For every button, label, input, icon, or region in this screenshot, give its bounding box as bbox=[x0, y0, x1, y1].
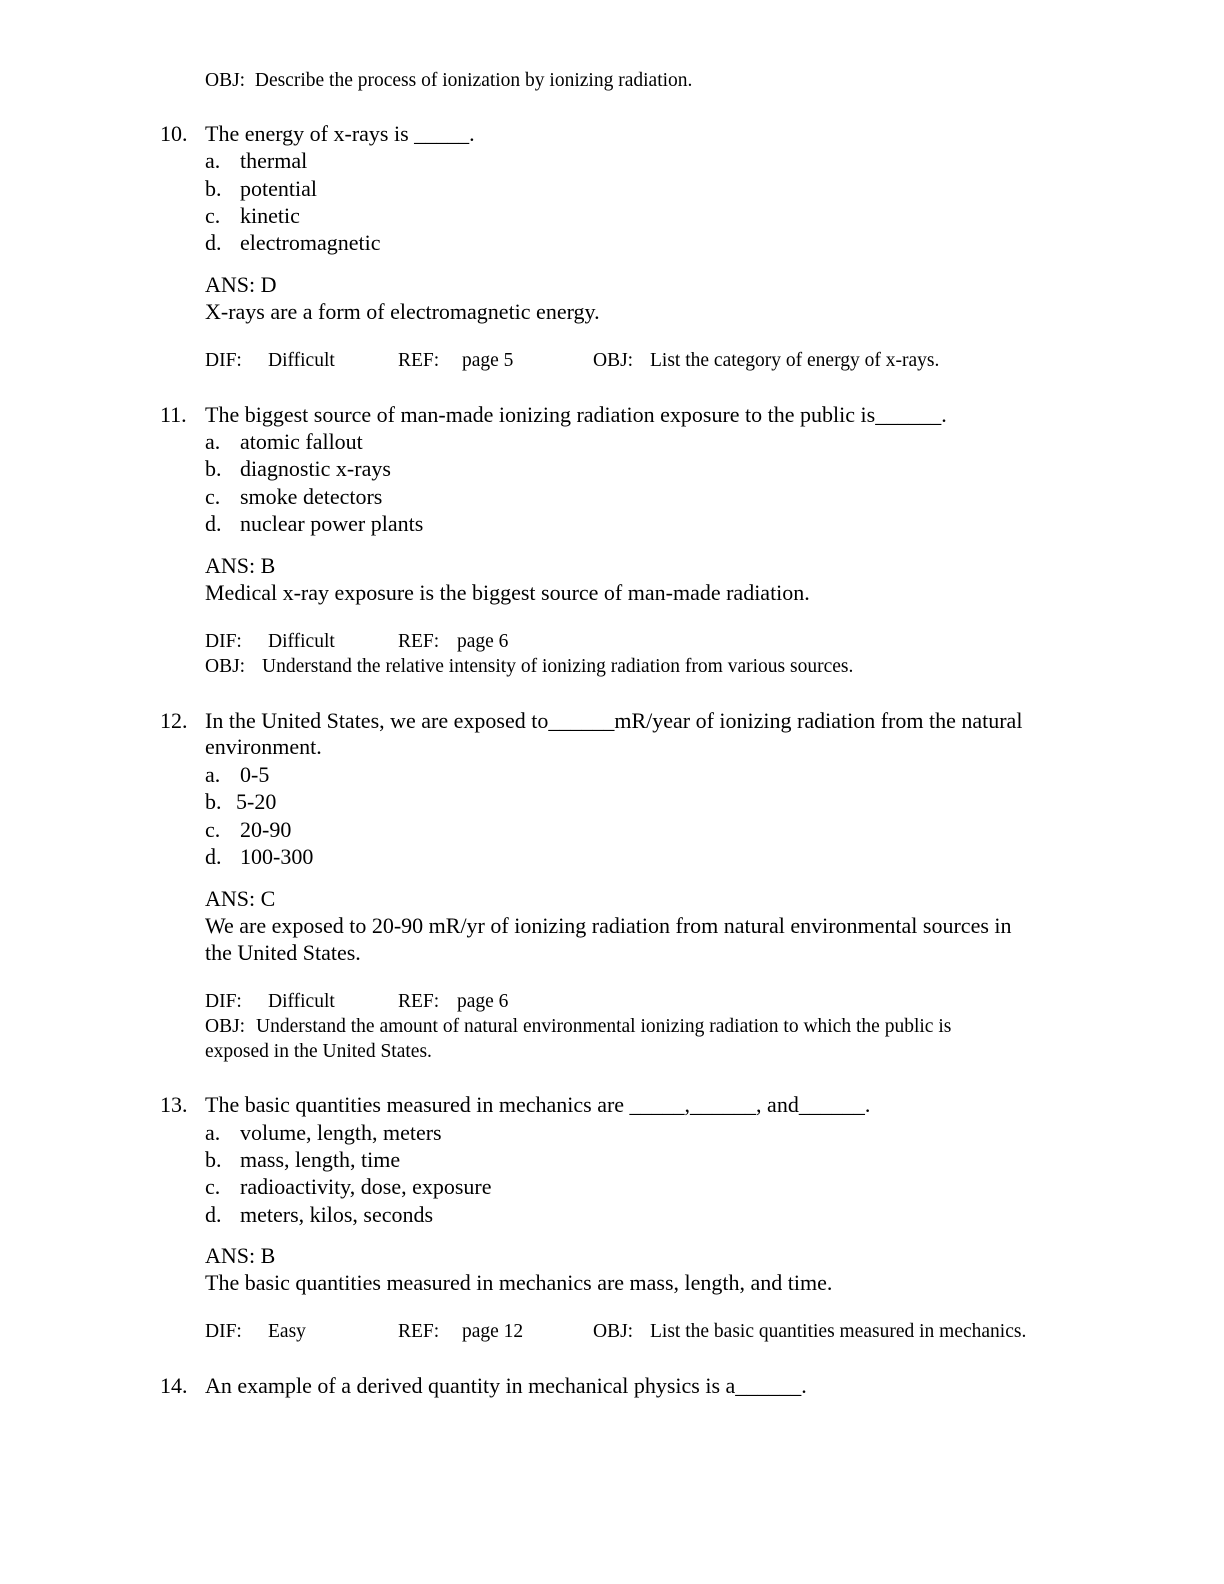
intro-objective bbox=[205, 70, 692, 92]
option-letter: a. bbox=[205, 148, 221, 173]
question-text: An example of a derived quantity in mechanical physics is a______. bbox=[205, 1373, 807, 1398]
dif-label: DIF: bbox=[205, 350, 242, 371]
option-letter: b. bbox=[205, 1147, 222, 1172]
obj-label: OBJ: bbox=[205, 70, 246, 91]
explanation: Medical x-ray exposure is the biggest source of man-made radiation. bbox=[205, 580, 810, 605]
dif-value: Difficult bbox=[268, 631, 335, 652]
option-letter: c. bbox=[205, 203, 221, 228]
option-text: kinetic bbox=[240, 203, 300, 228]
obj-label: OBJ: bbox=[593, 1321, 634, 1342]
obj-label: OBJ: bbox=[205, 1016, 246, 1037]
dif-label: DIF: bbox=[205, 1321, 242, 1342]
obj-text-line2: exposed in the United States. bbox=[205, 1041, 432, 1062]
option-text: atomic fallout bbox=[240, 429, 363, 454]
question-number: 10. bbox=[160, 121, 188, 146]
ref-label: REF: bbox=[398, 1321, 440, 1342]
ref-label: REF: bbox=[398, 631, 440, 652]
option-text: 0-5 bbox=[240, 762, 270, 787]
question-number: 14. bbox=[160, 1373, 188, 1398]
option-text: mass, length, time bbox=[240, 1147, 401, 1172]
question-text-line1: In the United States, we are exposed to______mR/year of ionizing radiation from the natural bbox=[205, 708, 1023, 733]
obj-label: OBJ: bbox=[593, 350, 634, 371]
option-text: thermal bbox=[240, 148, 308, 173]
option-text: 100-300 bbox=[240, 844, 314, 869]
option-text: radioactivity, dose, exposure bbox=[240, 1174, 492, 1199]
option-letter: d. bbox=[205, 511, 222, 536]
answer: ANS: C bbox=[205, 886, 276, 911]
ref-value: page 6 bbox=[457, 631, 509, 652]
option-letter: c. bbox=[205, 484, 221, 509]
option-text: potential bbox=[240, 176, 317, 201]
obj-text: List the basic quantities measured in mechanics. bbox=[650, 1321, 1027, 1342]
option-text: diagnostic x-rays bbox=[240, 456, 391, 481]
explanation-line2: the United States. bbox=[205, 940, 361, 965]
dif-value: Easy bbox=[268, 1321, 306, 1342]
option-text: smoke detectors bbox=[240, 484, 383, 509]
question-text-line2: environment. bbox=[205, 734, 322, 759]
question-text: The energy of x-rays is _____. bbox=[205, 121, 475, 146]
option-text: nuclear power plants bbox=[240, 511, 424, 536]
ref-label: REF: bbox=[398, 991, 440, 1012]
option-text: volume, length, meters bbox=[240, 1120, 442, 1145]
option-letter: a. bbox=[205, 762, 221, 787]
obj-text-line1: Understand the amount of natural environmental ionizing radiation to which the public is bbox=[256, 1016, 952, 1037]
question-number: 13. bbox=[160, 1092, 188, 1117]
dif-value: Difficult bbox=[268, 350, 335, 371]
dif-label: DIF: bbox=[205, 631, 242, 652]
option-letter: d. bbox=[205, 1202, 222, 1227]
dif-value: Difficult bbox=[268, 991, 335, 1012]
answer: ANS: B bbox=[205, 553, 276, 578]
obj-text: List the category of energy of x-rays. bbox=[650, 350, 940, 371]
option-text: electromagnetic bbox=[240, 230, 381, 255]
option-letter: b. bbox=[205, 176, 222, 201]
question-text: The biggest source of man-made ionizing radiation exposure to the public is______. bbox=[205, 402, 947, 427]
option-letter: a. bbox=[205, 429, 221, 454]
question-number: 11. bbox=[160, 402, 187, 427]
ref-label: REF: bbox=[398, 350, 440, 371]
option-text: 20-90 bbox=[240, 817, 292, 842]
obj-text: Understand the relative intensity of ionizing radiation from various sources. bbox=[262, 656, 854, 677]
explanation-line1: We are exposed to 20-90 mR/yr of ionizing radiation from natural environmental sources in bbox=[205, 913, 1012, 938]
option-letter: d. bbox=[205, 230, 222, 255]
option-letter: b. bbox=[205, 789, 222, 814]
answer: ANS: D bbox=[205, 272, 277, 297]
question-number: 12. bbox=[160, 708, 188, 733]
obj-label: OBJ: bbox=[205, 656, 246, 677]
option-letter: c. bbox=[205, 817, 221, 842]
explanation: The basic quantities measured in mechanics are mass, length, and time. bbox=[205, 1270, 833, 1295]
dif-label: DIF: bbox=[205, 991, 242, 1012]
option-letter: b. bbox=[205, 456, 222, 481]
explanation: X-rays are a form of electromagnetic energy. bbox=[205, 299, 600, 324]
ref-value: page 12 bbox=[462, 1321, 524, 1342]
answer: ANS: B bbox=[205, 1243, 276, 1268]
ref-value: page 5 bbox=[462, 350, 514, 371]
ref-value: page 6 bbox=[457, 991, 509, 1012]
option-letter: d. bbox=[205, 844, 222, 869]
option-text: meters, kilos, seconds bbox=[240, 1202, 434, 1227]
obj-text: Describe the process of ionization by ionizing radiation. bbox=[254, 70, 693, 91]
option-text: 5-20 bbox=[236, 789, 277, 814]
option-letter: c. bbox=[205, 1174, 221, 1199]
option-letter: a. bbox=[205, 1120, 221, 1145]
question-text: The basic quantities measured in mechanics are _____,______, and______. bbox=[205, 1092, 871, 1117]
